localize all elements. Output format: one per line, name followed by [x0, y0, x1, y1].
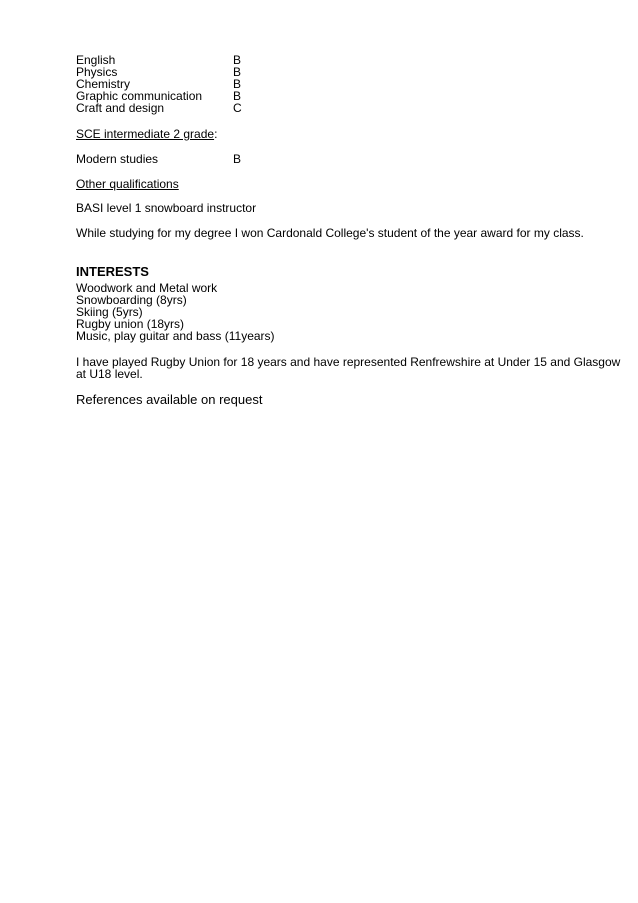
- interest-item: Woodwork and Metal work: [76, 281, 218, 295]
- subject-name: Graphic communication: [76, 89, 203, 103]
- interest-item: Snowboarding (8yrs): [76, 293, 187, 307]
- subject-name: English: [76, 53, 116, 67]
- interest-item: Rugby union (18yrs): [76, 317, 185, 331]
- subject-name: Chemistry: [76, 77, 131, 91]
- subject-grade: C: [233, 101, 242, 115]
- rugby-paragraph-line-2: at U18 level.: [76, 367, 143, 381]
- interest-item: Skiing (5yrs): [76, 305, 143, 319]
- subject-name: Physics: [76, 65, 118, 79]
- award-statement: While studying for my degree I won Cardonald College's student of the year award for my class.: [76, 226, 584, 240]
- subject-grade: B: [233, 53, 242, 67]
- other-qualifications-heading: Other qualifications: [76, 177, 179, 191]
- qualification-item: BASI level 1 snowboard instructor: [76, 201, 257, 215]
- subject-grade: B: [233, 77, 242, 91]
- sce-intermediate-heading: [76, 128, 217, 140]
- sce-heading-colon: :: [214, 127, 218, 141]
- sce-heading-text: SCE intermediate 2 grade: [76, 127, 215, 141]
- interest-item: Music, play guitar and bass (11years): [76, 329, 275, 343]
- sce-subject-name: Modern studies: [76, 152, 159, 166]
- rugby-paragraph-line-1: I have played Rugby Union for 18 years and have represented Renfrewshire at Under 15 and Glasgow: [76, 355, 621, 369]
- subject-name: Craft and design: [76, 101, 165, 115]
- interests-heading: INTERESTS: [76, 264, 149, 279]
- sce-subject-grade: B: [233, 152, 242, 166]
- subject-grade: B: [233, 89, 242, 103]
- references-note: References available on request: [76, 392, 263, 407]
- subject-grade: B: [233, 65, 242, 79]
